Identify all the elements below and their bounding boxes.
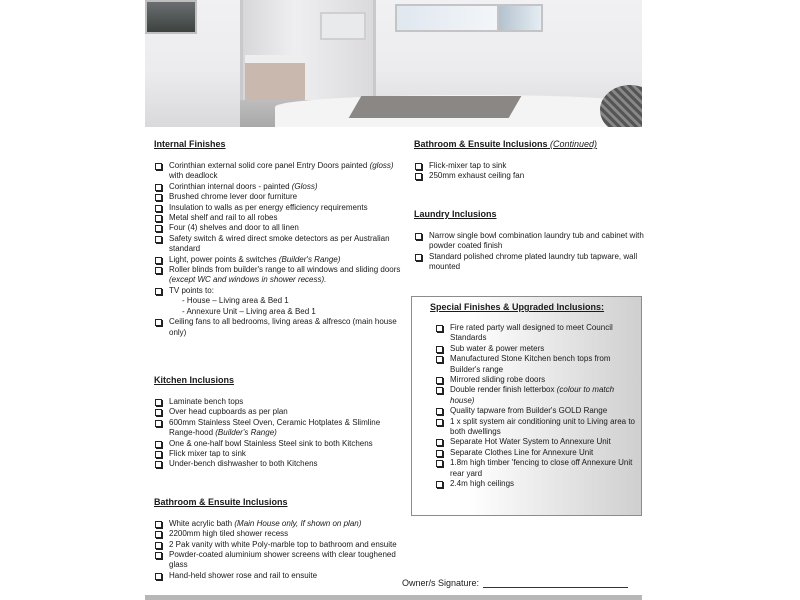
signature-label: Owner/s Signature:: [402, 578, 480, 588]
special-finishes-box: [411, 296, 642, 516]
list-item: Corinthian external solid core panel Entry Doors painted (gloss) with deadlock: [154, 161, 404, 182]
list-item: Fire rated party wall designed to meet Council Standards: [435, 323, 635, 344]
list-item: Light, power points & switches (Builder's Range): [154, 255, 404, 265]
list-item: Metal shelf and rail to all robes: [154, 213, 404, 223]
wicker-chair: [600, 85, 642, 127]
kitchen-heading: Kitchen Inclusions: [154, 374, 235, 385]
laundry-list: [414, 231, 644, 273]
list-item: White acrylic bath (Main House only, If shown on plan): [154, 519, 404, 529]
list-item: 1 x split system air conditioning unit to Living area to both dwellings: [435, 417, 635, 438]
list-item: One & one-half bowl Stainless Steel sink to both Kitchens: [154, 439, 404, 449]
list-item: Powder-coated aluminium shower screens with clear toughened glass: [154, 550, 404, 571]
list-item: 1.8m high timber 'fencing to close off Annexure Unit rear yard: [435, 458, 635, 479]
bathroom-continued-heading: Bathroom & Ensuite Inclusions (Continued): [414, 139, 598, 149]
laundry-heading: Laundry Inclusions: [414, 208, 497, 219]
footer-bar: [145, 595, 642, 600]
list-item: Separate Clothes Line for Annexure Unit: [435, 448, 635, 458]
list-item: Flick mixer tap to sink: [154, 449, 404, 459]
list-item: 2200mm high tiled shower recess: [154, 529, 404, 539]
owner-signature: [402, 578, 628, 588]
bedroom-photo: [145, 0, 642, 127]
list-item: Corinthian internal doors - painted (Gloss): [154, 182, 404, 192]
list-item: Quality tapware from Builder's GOLD Range: [435, 406, 635, 416]
tv-sub-item: - Annexure Unit – Living area & Bed 1: [182, 306, 316, 316]
list-item: Under-bench dishwasher to both Kitchens: [154, 459, 404, 469]
special-finishes-list: [435, 323, 635, 490]
bathroom-continued-list: [414, 161, 644, 182]
mirror-reflection: [245, 55, 305, 103]
internal-finishes-heading: Internal Finishes: [154, 139, 226, 149]
window: [320, 12, 366, 40]
list-item: Flick-mixer tap to sink: [414, 161, 644, 171]
list-item: Over head cupboards as per plan: [154, 407, 404, 417]
list-item: Standard polished chrome plated laundry tub tapware, wall mounted: [414, 252, 644, 273]
list-item: Hand-held shower rose and rail to ensuite: [154, 571, 404, 581]
list-item: Ceiling fans to all bedrooms, living areas & alfresco (main house only): [154, 317, 404, 338]
kitchen-list: [154, 397, 404, 470]
window: [497, 4, 543, 32]
list-item: TV points to:: [154, 286, 404, 296]
internal-finishes-list: [154, 161, 404, 338]
list-item: 2.4m high ceilings: [435, 479, 635, 489]
list-item: Four (4) shelves and door to all linen: [154, 223, 404, 233]
bathroom-list: [154, 519, 404, 581]
list-item: Narrow single bowl combination laundry tub and cabinet with powder coated finish: [414, 231, 644, 252]
list-item: Manufactured Stone Kitchen bench tops from Builder's range: [435, 354, 635, 375]
list-item: Laminate bench tops: [154, 397, 404, 407]
list-item: Mirrored sliding robe doors: [435, 375, 635, 385]
special-finishes-heading: Special Finishes & Upgraded Inclusions:: [430, 302, 605, 312]
list-item: Brushed chrome lever door furniture: [154, 192, 404, 202]
list-item: 600mm Stainless Steel Oven, Ceramic Hotplates & Slimline Range-hood (Builder's Range): [154, 418, 404, 439]
list-item: 2 Pak vanity with white Poly-marble top to bathroom and ensuite: [154, 540, 404, 550]
list-item: Insulation to walls as per energy efficiency requirements: [154, 203, 404, 213]
list-item: 250mm exhaust ceiling fan: [414, 171, 644, 181]
list-item: Separate Hot Water System to Annexure Unit: [435, 437, 635, 447]
bed-throw: [349, 96, 522, 118]
tv-sub-item: - House – Living area & Bed 1: [182, 296, 289, 306]
window: [395, 4, 499, 32]
list-item: Safety switch & wired direct smoke detectors as per Australian standard: [154, 234, 404, 255]
list-item: Roller blinds from builder's range to all windows and sliding doors (except WC and windows in shower recess).: [154, 265, 404, 286]
list-item: Sub water & power meters: [435, 344, 635, 354]
wall-art: [145, 0, 197, 34]
right-column: [414, 139, 644, 272]
signature-line[interactable]: [483, 578, 628, 588]
bathroom-heading: Bathroom & Ensuite Inclusions: [154, 496, 288, 507]
list-item: Double render finish letterbox (colour to match house): [435, 385, 635, 406]
left-column: [154, 139, 404, 581]
